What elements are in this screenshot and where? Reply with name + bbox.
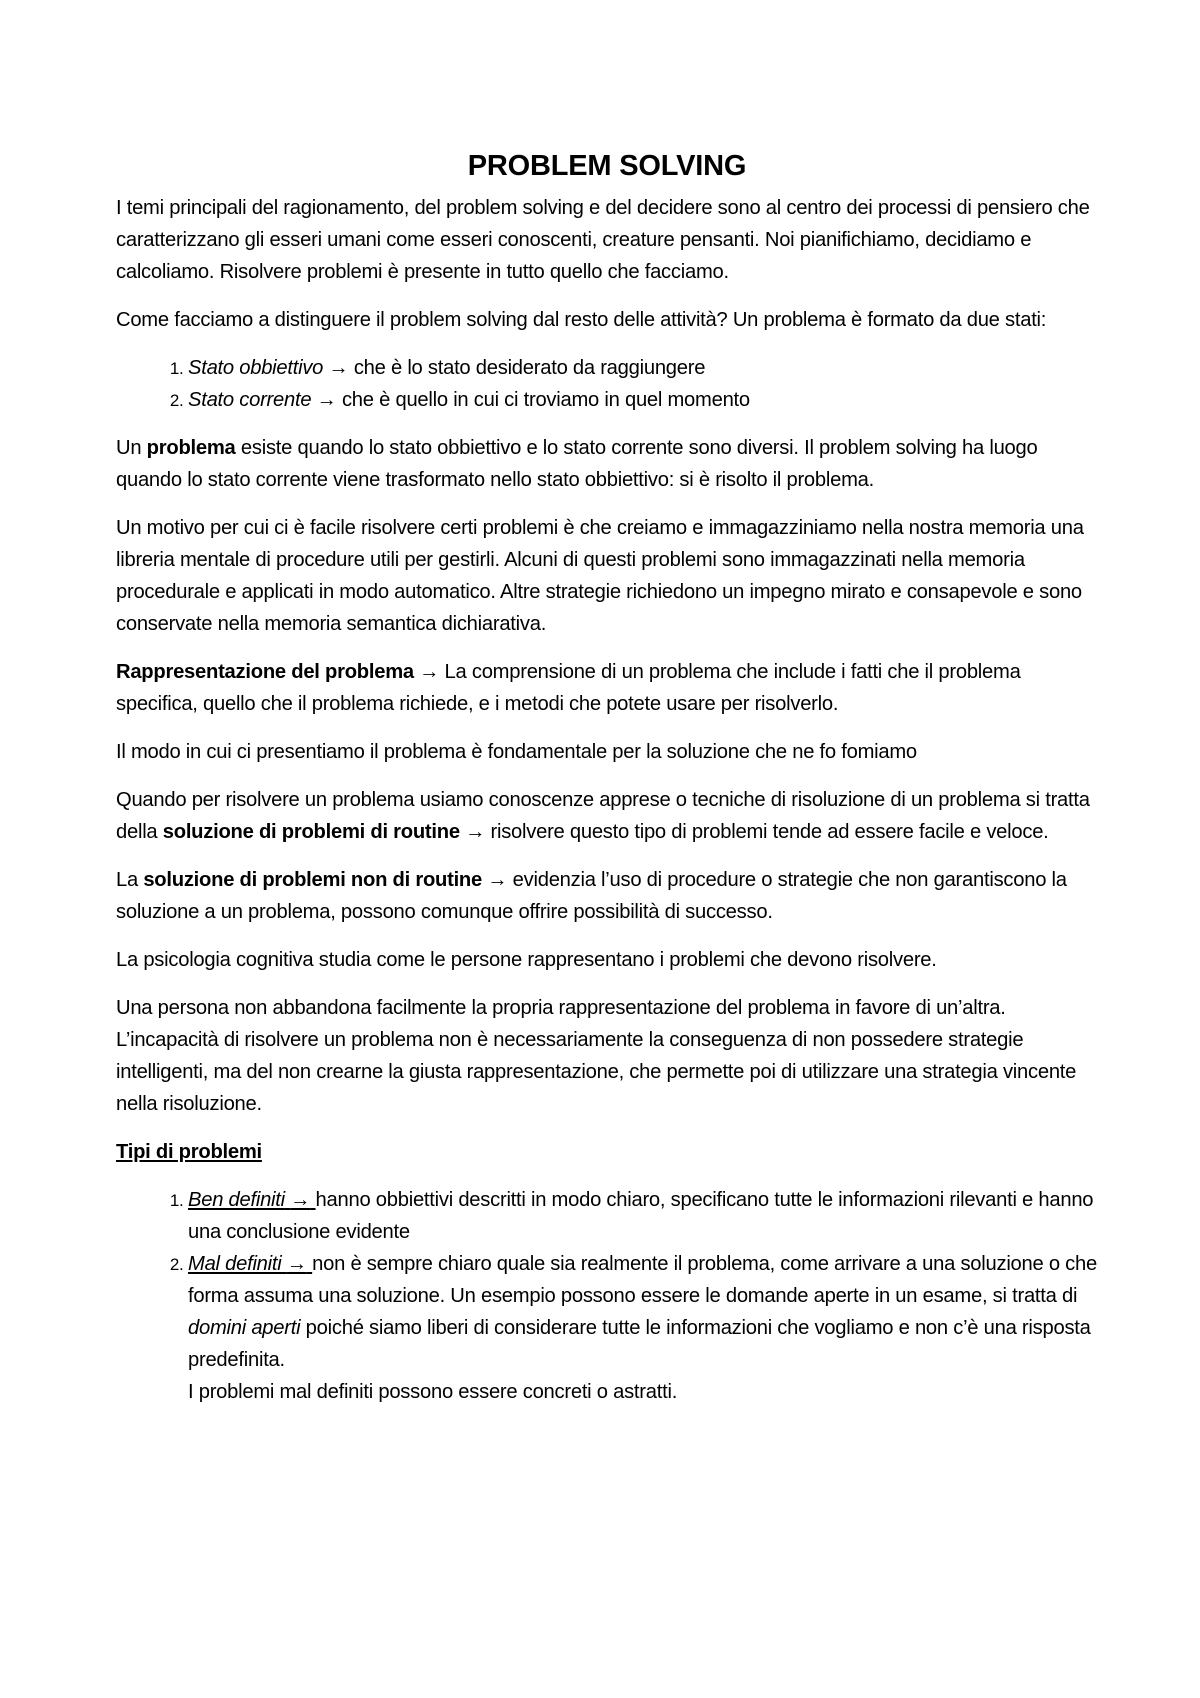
text-span: risolvere questo tipo di problemi tende ad essere facile e veloce. bbox=[485, 821, 1049, 843]
list-item bbox=[188, 1248, 1098, 1408]
italic-term: domini aperti bbox=[188, 1317, 301, 1339]
nonroutine-paragraph bbox=[116, 864, 1098, 928]
abandon-paragraph: Una persona non abbandona facilmente la propria rappresentazione del problema in favore di un’altra. L’incapacità di risolvere un problema non è necessariamente la conseguenza di non possedere strategie intelligenti, ma del non crearne la giusta rappresentazione, che permette poi di utilizzare una strategia vincente nella risoluzione. bbox=[116, 997, 1077, 1115]
text-span: Mal definiti bbox=[188, 1253, 282, 1275]
type-text: hanno obbiettivi descritti in modo chiaro, specificano tutte le informazioni rilevanti e hanno una conclusione evidente bbox=[188, 1189, 1094, 1243]
text-span: Un bbox=[116, 437, 147, 459]
routine-paragraph bbox=[116, 784, 1098, 848]
arrow-icon: → bbox=[286, 1253, 307, 1275]
state-text: che è quello in cui ci troviamo in quel momento bbox=[336, 389, 750, 411]
text-span: Quando per risolvere un problema usiamo conoscenze apprese o tecniche di risoluzione di un problema si tratta della bbox=[116, 789, 1090, 843]
state-term: Stato obbiettivo bbox=[188, 357, 324, 379]
representation-paragraph bbox=[116, 656, 1098, 720]
type-term bbox=[188, 1189, 316, 1211]
bold-term: soluzione di problemi di routine bbox=[162, 821, 460, 843]
state-text: che è lo stato desiderato da raggiungere bbox=[348, 357, 706, 379]
text-span: Ben definiti bbox=[188, 1189, 285, 1211]
text-span: evidenzia l’uso di procedure o strategie che non garantiscono la soluzione a un problema, possono comunque offrire possibilità di successo. bbox=[116, 869, 1067, 923]
types-list bbox=[116, 1184, 1098, 1408]
arrow-icon: → bbox=[487, 869, 508, 891]
mode-paragraph: Il modo in cui ci presentiamo il problema è fondamentale per la soluzione che ne fo fomiamo bbox=[116, 741, 917, 763]
type-text: non è sempre chiaro quale sia realmente il problema, come arrivare a una soluzione o che forma assuma una soluzione. Un esempio possono essere le domande aperte in un esame, si tratta di bbox=[188, 1253, 1097, 1307]
bold-term: problema bbox=[146, 437, 236, 459]
section-heading: Tipi di problemi bbox=[116, 1141, 262, 1163]
arrow-icon: → bbox=[465, 821, 486, 843]
bold-term: soluzione di problemi non di routine bbox=[143, 869, 482, 891]
list-item bbox=[188, 384, 1098, 416]
cognitive-paragraph: La psicologia cognitiva studia come le persone rappresentano i problemi che devono risolvere. bbox=[116, 949, 937, 971]
intro-paragraph: I temi principali del ragionamento, del problem solving e del decidere sono al centro dei processi di pensiero che caratterizzano gli esseri umani come esseri conoscenti, creature pensanti. Noi pianifichiamo, decidiamo e calcoliamo. Risolvere problemi è presente in tutto quello che facciamo. bbox=[116, 197, 1090, 283]
document-body bbox=[116, 146, 1098, 1424]
states-list bbox=[116, 352, 1098, 416]
arrow-icon: → bbox=[290, 1189, 311, 1211]
arrow-icon: → bbox=[316, 389, 337, 411]
state-term: Stato corrente bbox=[188, 389, 312, 411]
type-text: poiché siamo liberi di considerare tutte le informazioni che vogliamo e non c’è una risposta predefinita. bbox=[188, 1317, 1091, 1371]
list-item bbox=[188, 352, 1098, 384]
arrow-icon: → bbox=[419, 661, 440, 683]
text-span: esiste quando lo stato obbiettivo e lo stato corrente sono diversi. Il problem solving ha luogo quando lo stato corrente viene trasformato nello stato obbiettivo: si è risolto il problema. bbox=[116, 437, 1038, 491]
list-item bbox=[188, 1184, 1098, 1248]
text-span: La bbox=[116, 869, 144, 891]
problem-definition-paragraph bbox=[116, 432, 1098, 496]
question-paragraph: Come facciamo a distinguere il problem solving dal resto delle attività? Un problema è formato da due stati: bbox=[116, 309, 1047, 331]
page-title: PROBLEM SOLVING bbox=[467, 150, 747, 182]
arrow-icon: → bbox=[328, 357, 349, 379]
type-term bbox=[188, 1253, 312, 1275]
type-extra-text: I problemi mal definiti possono essere concreti o astratti. bbox=[188, 1381, 678, 1403]
bold-term: Rappresentazione del problema bbox=[116, 661, 414, 683]
memory-paragraph: Un motivo per cui ci è facile risolvere certi problemi è che creiamo e immagazziniamo nella nostra memoria una libreria mentale di procedure utili per gestirli. Alcuni di questi problemi sono immagazzinati nella memoria procedurale e applicati in modo automatico. Altre strategie richiedono un impegno mirato e consapevole e sono conservate nella memoria semantica dichiarativa. bbox=[116, 517, 1084, 635]
text-span: La comprensione di un problema che include i fatti che il problema specifica, quello che il problema richiede, e i metodi che potete usare per risolverlo. bbox=[116, 661, 1021, 715]
